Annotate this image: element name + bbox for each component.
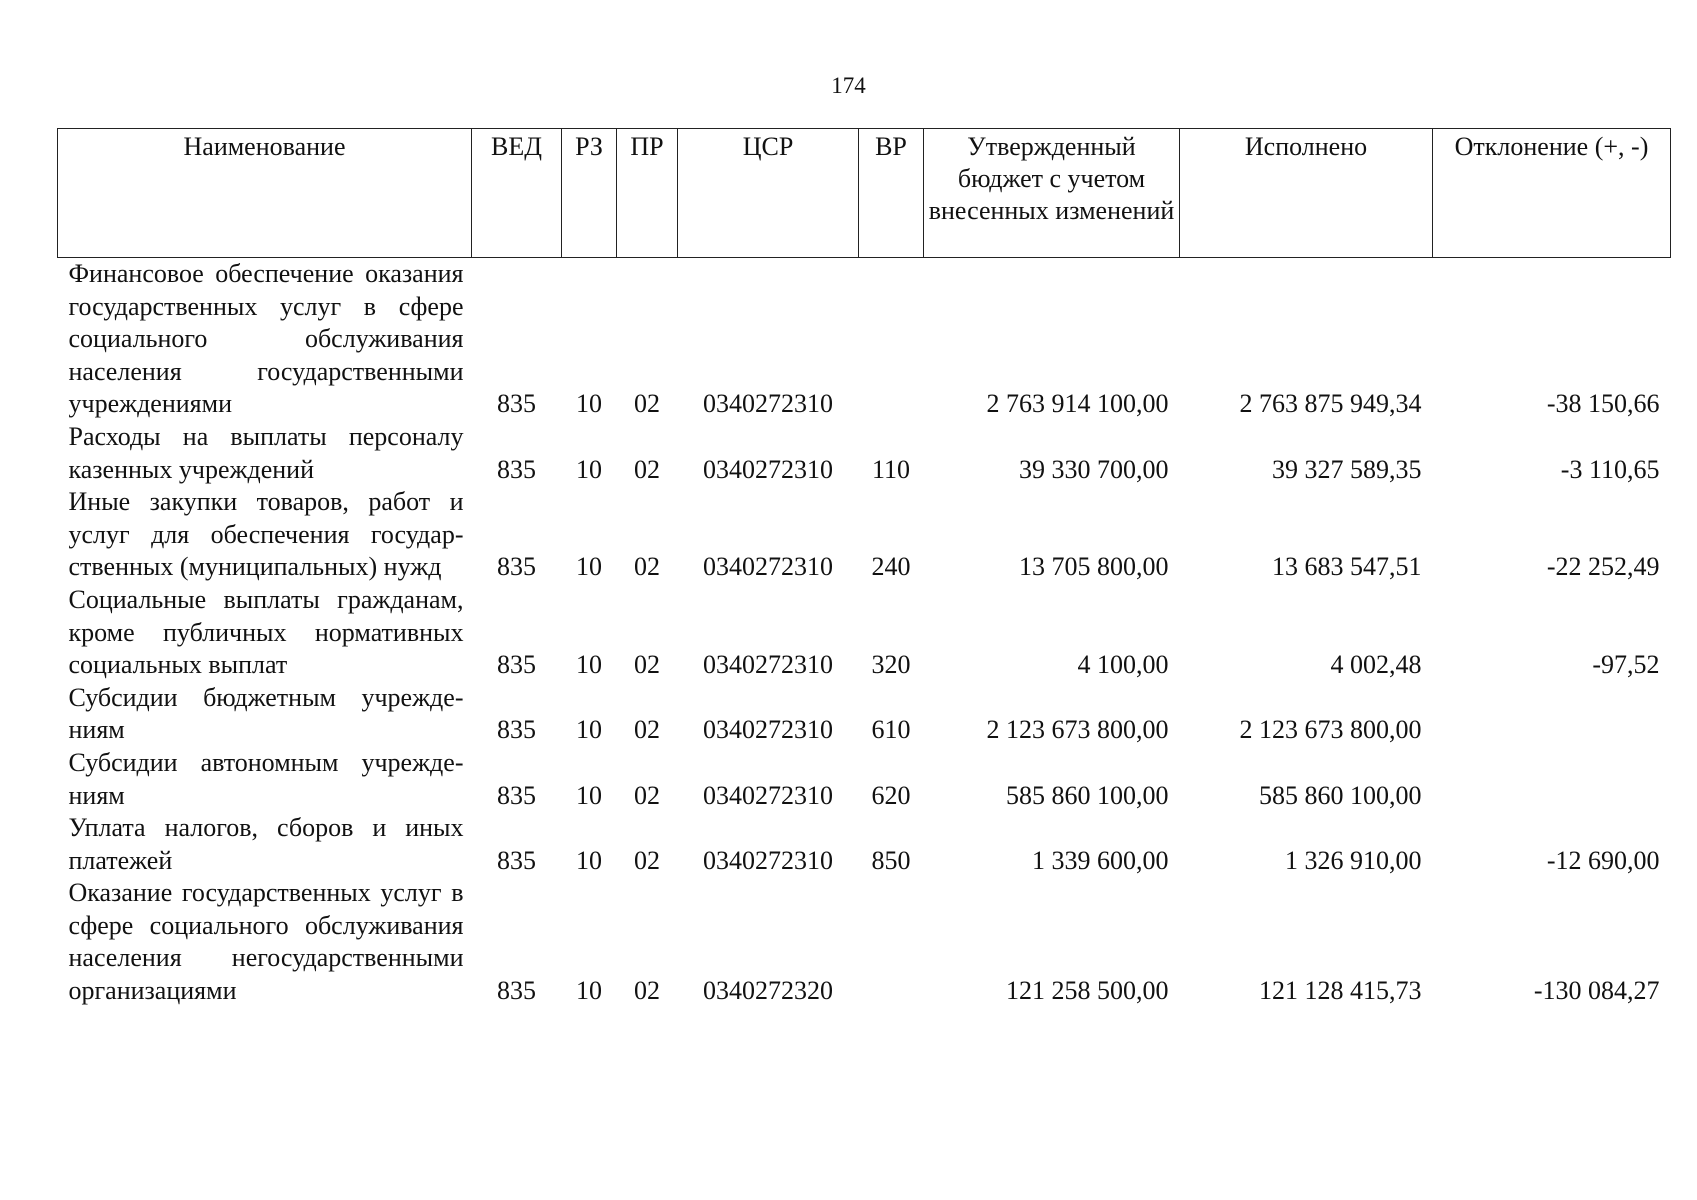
row-deviation: -3 110,65 — [1560, 454, 1660, 484]
table-row — [58, 421, 1671, 486]
table-row — [58, 812, 1671, 877]
row-ved: 835 — [497, 552, 536, 582]
page-number: 174 — [831, 73, 866, 98]
row-approved: 585 860 100,00 — [1006, 780, 1169, 810]
table-row — [58, 747, 1671, 812]
row-pr: 02 — [634, 976, 660, 1006]
row-approved: 4 100,00 — [1077, 650, 1169, 680]
header-pr: ПР — [617, 129, 678, 258]
row-executed: 4 002,48 — [1330, 650, 1422, 680]
row-name: Субсидии автономным учреждениям — [68, 747, 464, 810]
header-csr: ЦСР — [678, 129, 859, 258]
row-deviation: -38 150,66 — [1546, 389, 1660, 419]
row-name: Социальные выплаты гражданам, кроме публичных нормативных социальных выплат — [68, 584, 464, 680]
row-rz: 10 — [576, 454, 602, 484]
row-vr: 110 — [871, 454, 911, 484]
table-row — [58, 682, 1671, 747]
row-rz: 10 — [576, 976, 602, 1006]
header-deviation: Отклонение (+, -) — [1433, 129, 1671, 258]
row-csr: 0340272320 — [703, 976, 833, 1006]
row-name: Оказание государственных услуг в сфере социального обслуживания населения негосударственными организациями — [68, 878, 464, 1006]
row-pr: 02 — [634, 389, 660, 419]
row-csr: 0340272310 — [703, 780, 833, 810]
row-csr: 0340272310 — [703, 454, 833, 484]
row-ved: 835 — [497, 454, 536, 484]
row-deviation: -12 690,00 — [1546, 845, 1660, 875]
row-ved: 835 — [497, 389, 536, 419]
row-vr: 620 — [871, 780, 911, 810]
row-executed: 2 123 673 800,00 — [1239, 715, 1422, 745]
row-pr: 02 — [634, 552, 660, 582]
header-approved-budget: Утвержденный бюджет с учетом внесенных изменений — [924, 129, 1180, 258]
table-row — [58, 486, 1671, 584]
row-vr: 240 — [871, 552, 911, 582]
row-executed: 585 860 100,00 — [1259, 780, 1422, 810]
row-ved: 835 — [497, 650, 536, 680]
table-body — [58, 258, 1671, 1008]
row-approved: 39 330 700,00 — [1019, 454, 1169, 484]
row-deviation: -22 252,49 — [1546, 552, 1660, 582]
row-approved: 13 705 800,00 — [1019, 552, 1169, 582]
row-executed: 2 763 875 949,34 — [1239, 389, 1422, 419]
row-csr: 0340272310 — [703, 650, 833, 680]
row-deviation: -130 084,27 — [1533, 976, 1660, 1006]
row-csr: 0340272310 — [703, 845, 833, 875]
row-vr: 320 — [871, 650, 911, 680]
row-executed: 13 683 547,51 — [1272, 552, 1422, 582]
budget-execution-table — [57, 128, 1671, 1008]
row-pr: 02 — [634, 454, 660, 484]
row-executed: 121 128 415,73 — [1259, 976, 1422, 1006]
table-row — [58, 584, 1671, 682]
row-rz: 10 — [576, 715, 602, 745]
row-ved: 835 — [497, 715, 536, 745]
header-row — [58, 129, 1671, 258]
row-csr: 0340272310 — [703, 552, 833, 582]
row-rz: 10 — [576, 845, 602, 875]
header-rz: РЗ — [562, 129, 617, 258]
row-deviation — [1433, 747, 1671, 812]
row-approved: 2 123 673 800,00 — [986, 715, 1169, 745]
row-pr: 02 — [634, 650, 660, 680]
row-name: Субсидии бюджетным учреждениям — [68, 682, 464, 745]
row-vr — [859, 877, 924, 1007]
row-ved: 835 — [497, 845, 536, 875]
row-ved: 835 — [497, 780, 536, 810]
header-name: Наименование — [58, 129, 472, 258]
row-deviation: -97,52 — [1592, 650, 1660, 680]
header-vr: ВР — [859, 129, 924, 258]
row-vr: 610 — [871, 715, 911, 745]
row-pr: 02 — [634, 845, 660, 875]
row-csr: 0340272310 — [703, 389, 833, 419]
row-name: Расходы на выплаты персоналу казенных учреждений — [68, 421, 464, 484]
row-rz: 10 — [576, 780, 602, 810]
row-name: Иные закупки товаров, работ и услуг для обеспечения государственных (муниципальных) нужд — [68, 487, 464, 582]
row-name: Уплата налогов, сборов и иных платежей — [68, 813, 464, 875]
table-header — [58, 129, 1671, 258]
header-ved: ВЕД — [472, 129, 562, 258]
row-approved: 1 339 600,00 — [1032, 845, 1169, 875]
row-executed: 1 326 910,00 — [1285, 845, 1422, 875]
row-approved: 2 763 914 100,00 — [986, 389, 1169, 419]
row-rz: 10 — [576, 389, 602, 419]
header-executed: Исполнено — [1180, 129, 1433, 258]
row-name: Финансовое обеспечение оказания государственных услуг в сфере социального обслуживания населения государственными учреждениями — [68, 259, 464, 419]
row-executed: 39 327 589,35 — [1272, 454, 1422, 484]
row-vr — [859, 258, 924, 421]
row-csr: 0340272310 — [703, 715, 833, 745]
row-pr: 02 — [634, 780, 660, 810]
row-rz: 10 — [576, 552, 602, 582]
row-pr: 02 — [634, 715, 660, 745]
row-approved: 121 258 500,00 — [1006, 976, 1169, 1006]
table-row — [58, 258, 1671, 421]
row-vr: 850 — [871, 845, 911, 875]
row-rz: 10 — [576, 650, 602, 680]
row-deviation — [1433, 682, 1671, 747]
table-row — [58, 877, 1671, 1007]
row-ved: 835 — [497, 976, 536, 1006]
